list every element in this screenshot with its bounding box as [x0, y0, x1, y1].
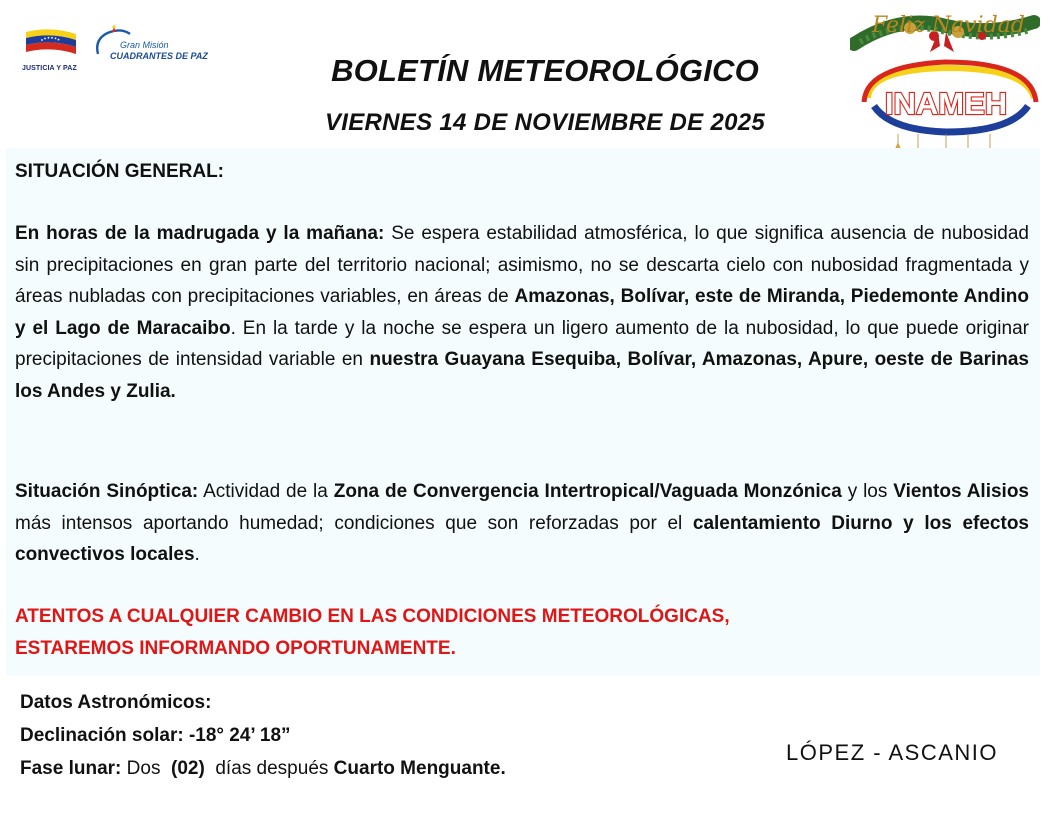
synoptic-paragraph: [15, 476, 1029, 571]
moon-phase-label: Fase lunar:: [20, 758, 122, 779]
inameh-logo-icon: [864, 62, 1036, 132]
moon-phase-days: (02): [171, 758, 205, 779]
gran-mision-label: Gran Misión: [120, 40, 169, 50]
synoptic-text-b: y los: [841, 481, 894, 502]
inameh-wordmark: INAMEH: [884, 86, 1008, 121]
synoptic-text-c: más intensos aportando humedad; condiciones que son reforzadas por el: [15, 512, 693, 534]
justicia-y-paz-label: JUSTICIA Y PAZ: [22, 65, 77, 72]
forecast-regions-1: Amazonas, Bolívar, este de Miranda, Piedemonte Andino y el Lago de Maracaibo: [15, 286, 1029, 339]
forecast-paragraph: [15, 218, 1029, 408]
moon-phase: [20, 752, 506, 785]
astronomical-data: [20, 686, 506, 785]
synoptic-text-a: Actividad de la: [198, 481, 334, 502]
forecast-regions-2: nuestra Guayana Esequiba, Bolívar, Amazonas, Apure, oeste de Barinas los Andes y Zulia.: [15, 349, 1030, 402]
venezuela-flag-icon: [24, 28, 78, 58]
bulletin-title: BOLETÍN METEOROLÓGICO: [331, 53, 759, 88]
cuadrantes-de-paz-label: CUADRANTES DE PAZ: [110, 51, 208, 61]
forecast-time-label: En horas de la madrugada y la mañana:: [15, 223, 385, 244]
moon-phase-text-a: Dos: [121, 758, 171, 779]
government-logos: [20, 24, 208, 84]
moon-phase-text-b: días después: [204, 758, 334, 779]
alert-line-2: ESTAREMOS INFORMANDO OPORTUNAMENTE.: [15, 637, 456, 659]
alert-line-1: ATENTOS A CUALQUIER CAMBIO EN LAS CONDICIONES METEOROLÓGICAS,: [15, 606, 730, 627]
synoptic-trade-winds: Vientos Alisios: [893, 481, 1030, 502]
section-heading: SITUACIÓN GENERAL:: [15, 161, 224, 182]
author-signature: LÓPEZ - ASCANIO: [786, 740, 998, 765]
synoptic-label: Situación Sinóptica:: [15, 481, 199, 502]
synoptic-text-d: .: [194, 544, 200, 566]
forecast-text-b: . En la tarde y la noche se espera un ligero aumento de la nubosidad, lo que puede originar precipitaciones de intensidad variable en: [15, 317, 1029, 371]
forecast-text-a: Se espera estabilidad atmosférica, lo que significa ausencia de nubosidad sin precipitaciones en gran parte del territorio nacional; asimismo, no se descarta cielo con nubosidad fragmentada y áreas nubladas con precipitaciones variables, en áreas de: [15, 223, 1029, 308]
feliz-navidad-script: Feliz Navidad: [872, 13, 1025, 38]
synoptic-heating: calentamiento Diurno y los efectos convectivos locales: [15, 512, 1029, 566]
astro-heading: Datos Astronómicos:: [20, 692, 212, 713]
alert-notice: [15, 601, 730, 664]
bulletin-date: VIERNES 14 DE NOVIEMBRE DE 2025: [324, 109, 766, 136]
synoptic-itcz: Zona de Convergencia Intertropical/Vaguada Monzónica: [333, 481, 842, 502]
solar-declination: Declinación solar: -18° 24’ 18”: [20, 725, 291, 746]
moon-phase-name: Cuarto Menguante.: [333, 758, 506, 779]
